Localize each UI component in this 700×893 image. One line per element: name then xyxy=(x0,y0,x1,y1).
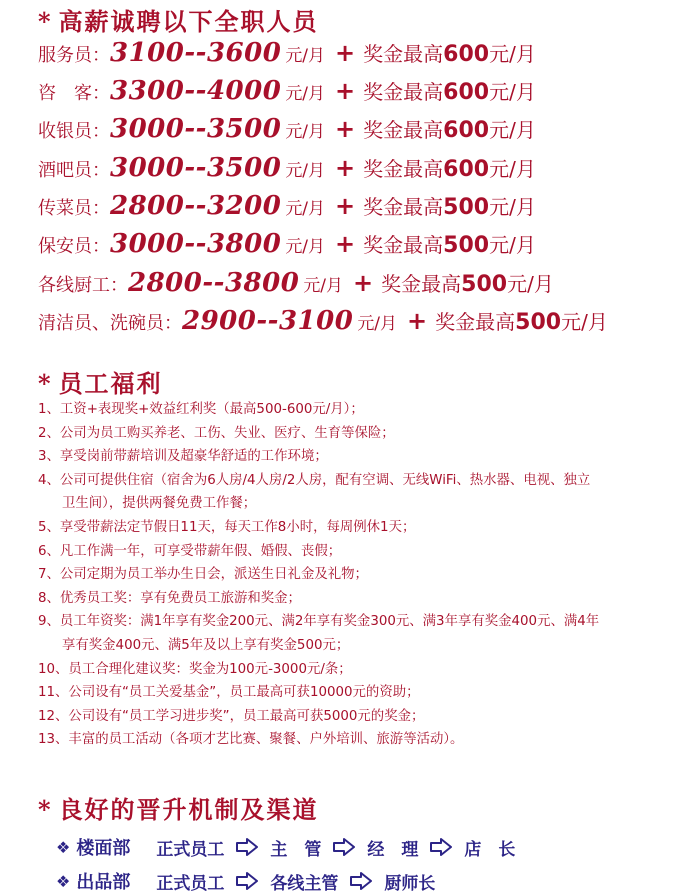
bonus-amount: 500 xyxy=(515,310,562,335)
asterisk-icon: * xyxy=(38,369,53,398)
right-arrow-icon xyxy=(350,872,372,890)
job-row xyxy=(38,229,536,267)
department-name: 楼面部 xyxy=(76,838,131,859)
job-row xyxy=(38,306,608,344)
salary-unit: 元/月 xyxy=(285,84,326,104)
bonus-unit: 元/月 xyxy=(489,80,536,104)
asterisk-icon: * xyxy=(38,795,53,824)
right-arrow-icon xyxy=(430,838,452,856)
career-step: 正式员工 xyxy=(156,873,225,893)
career-step: 主 管 xyxy=(270,839,322,860)
bonus-amount: 500 xyxy=(461,272,508,297)
benefit-item: 6、凡工作满一年，可享受带薪年假、婚假、丧假； xyxy=(38,543,342,559)
plus-sign: + xyxy=(335,77,356,105)
right-arrow-icon xyxy=(333,838,355,856)
job-row xyxy=(38,153,536,191)
benefit-item: 3、享受岗前带薪培训及超豪华舒适的工作环境； xyxy=(38,449,328,465)
diamond-bullet-icon: ❖ xyxy=(56,837,71,857)
plus-sign: + xyxy=(407,307,428,335)
bonus-amount: 600 xyxy=(443,118,490,143)
benefit-item: 12、公司设有“员工学习进步奖”，员工最高可获5000元的奖金； xyxy=(38,708,425,724)
job-title: 酒吧员： xyxy=(38,160,110,181)
section-title-text: 良好的晋升机制及渠道 xyxy=(58,795,319,824)
diamond-bullet-icon: ❖ xyxy=(56,871,71,891)
benefit-item: 7、公司定期为员工举办生日会，派送生日礼金及礼物； xyxy=(38,567,368,583)
bonus-label: 奖金最高 xyxy=(363,233,444,257)
bonus-label: 奖金最高 xyxy=(363,80,444,104)
bonus-unit: 元/月 xyxy=(489,157,536,181)
bonus-label: 奖金最高 xyxy=(363,195,444,219)
career-step: 正式员工 xyxy=(156,839,225,860)
benefit-item: 1、工资+表现奖+效益红利奖（最高500-600元/月）； xyxy=(38,402,364,417)
bonus-unit: 元/月 xyxy=(489,233,536,257)
plus-sign: + xyxy=(335,39,356,67)
benefit-item: 9、员工年资奖：满1年享有奖金200元、满2年享有奖金300元、满3年享有奖金400元、满4年 xyxy=(38,614,600,630)
promotion-path xyxy=(56,832,515,862)
section-title-text: 高薪诚聘以下全职人员 xyxy=(58,7,319,36)
bonus-unit: 元/月 xyxy=(507,272,554,296)
salary-unit: 元/月 xyxy=(285,46,326,66)
plus-sign: + xyxy=(335,115,356,143)
benefit-item: 10、员工合理化建议奖：奖金为100元-3000元/条； xyxy=(38,661,352,677)
salary-range: 2900--3100 xyxy=(182,306,354,336)
salary-unit: 元/月 xyxy=(285,122,326,142)
plus-sign: + xyxy=(335,230,356,258)
bonus-unit: 元/月 xyxy=(489,42,536,66)
right-arrow-icon xyxy=(236,872,258,890)
benefits-list xyxy=(38,398,668,752)
bonus-label: 奖金最高 xyxy=(381,272,462,296)
career-step: 厨师长 xyxy=(384,873,436,893)
bonus-amount: 600 xyxy=(443,42,490,67)
bonus-amount: 600 xyxy=(443,80,490,105)
career-step: 店 长 xyxy=(464,839,516,860)
job-row xyxy=(38,114,536,152)
bonus-label: 奖金最高 xyxy=(363,42,444,66)
plus-sign: + xyxy=(353,269,374,297)
section-title-promotion xyxy=(38,790,319,825)
salary-range: 3000--3800 xyxy=(110,229,282,259)
plus-sign: + xyxy=(335,192,356,220)
salary-range: 3300--4000 xyxy=(110,76,282,106)
salary-unit: 元/月 xyxy=(285,199,326,219)
promotion-path xyxy=(56,866,435,893)
asterisk-icon: * xyxy=(38,7,53,36)
job-title: 咨 客： xyxy=(38,83,110,104)
job-title: 保安员： xyxy=(38,236,110,257)
benefit-item-continued: 卫生间），提供两餐免费工作餐； xyxy=(62,496,257,512)
salary-range: 2800--3200 xyxy=(110,191,282,221)
job-title: 各线厨工： xyxy=(38,275,128,296)
bonus-amount: 600 xyxy=(443,157,490,182)
benefit-item-continued: 享有奖金400元、满5年及以上享有奖金500元； xyxy=(62,637,350,653)
bonus-unit: 元/月 xyxy=(489,195,536,219)
job-title: 收银员： xyxy=(38,121,110,142)
section-title-recruitment xyxy=(38,2,319,37)
benefit-item: 4、公司可提供住宿（宿舍为6人房/4人房/2人房，配有空调、无线WiFi、热水器、电视、独立 xyxy=(38,472,591,488)
bonus-unit: 元/月 xyxy=(489,118,536,142)
department-name: 出品部 xyxy=(76,872,131,893)
section-title-text: 员工福利 xyxy=(58,369,163,398)
career-step: 各线主管 xyxy=(270,873,339,893)
salary-range: 3000--3500 xyxy=(110,153,282,183)
bonus-unit: 元/月 xyxy=(561,310,608,334)
benefit-item: 5、享受带薪法定节假日11天，每天工作8小时，每周例休1天； xyxy=(38,519,416,535)
bonus-label: 奖金最高 xyxy=(435,310,516,334)
plus-sign: + xyxy=(335,154,356,182)
salary-unit: 元/月 xyxy=(285,237,326,257)
salary-unit: 元/月 xyxy=(357,314,398,334)
salary-range: 3000--3500 xyxy=(110,114,282,144)
right-arrow-icon xyxy=(236,838,258,856)
benefit-item: 2、公司为员工购买养老、工伤、失业、医疗、生育等保险； xyxy=(38,425,395,441)
bonus-amount: 500 xyxy=(443,195,490,220)
job-row xyxy=(38,38,536,76)
salary-unit: 元/月 xyxy=(303,276,344,296)
section-title-benefits xyxy=(38,364,163,399)
job-row xyxy=(38,191,536,229)
job-title: 服务员： xyxy=(38,45,110,66)
job-title: 清洁员、洗碗员： xyxy=(38,313,182,334)
job-row xyxy=(38,268,554,306)
career-step: 经 理 xyxy=(367,839,419,860)
job-title: 传菜员： xyxy=(38,198,110,219)
benefit-item: 11、公司设有“员工关爱基金”，员工最高可获10000元的资助； xyxy=(38,685,420,701)
bonus-label: 奖金最高 xyxy=(363,157,444,181)
benefit-item: 8、优秀员工奖：享有免费员工旅游和奖金； xyxy=(38,590,301,606)
bonus-amount: 500 xyxy=(443,233,490,258)
salary-unit: 元/月 xyxy=(285,161,326,181)
bonus-label: 奖金最高 xyxy=(363,118,444,142)
salary-range: 3100--3600 xyxy=(110,38,282,68)
benefit-item: 13、丰富的员工活动（各项才艺比赛、聚餐、户外培训、旅游等活动）。 xyxy=(38,732,464,748)
salary-range: 2800--3800 xyxy=(128,268,300,298)
job-row xyxy=(38,76,536,114)
